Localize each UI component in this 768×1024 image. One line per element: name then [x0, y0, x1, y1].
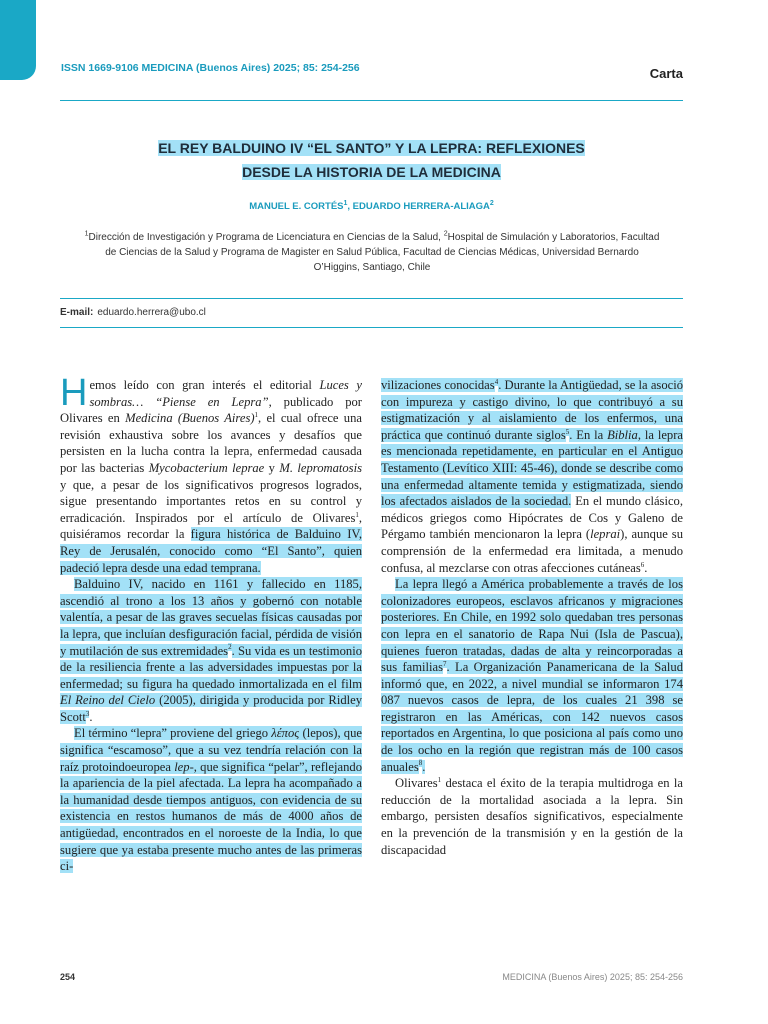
highlighted-text: La lepra llegó a América probablemente a través de los colonizadores europeos, esclavos africanos y migraciones posteriores. En Chile, en 1992 solo quedaban tres personas con lepra en el sanatorio de Rapa Nui (Isla de Pascua), quienes fueron tratadas, dadas de alta y reincorporadas a sus familias: [381, 577, 683, 675]
issn-line: ISSN 1669-9106 MEDICINA (Buenos Aires) 2025; 85: 254-256: [61, 62, 360, 74]
citation: 2: [228, 643, 232, 652]
paragraph-2: [60, 576, 362, 725]
article-title: [60, 136, 683, 184]
text: , el cual ofrece una revisión exhaustiva sobre los avances y desafíos que persisten en la lucha contra la lepra, enfermedad causada por las bacterias: [60, 411, 362, 475]
title-line-1: EL REY BALDUINO IV “EL SANTO” Y LA LEPRA: REFLEXIONES: [158, 140, 585, 156]
paragraph-1: [60, 372, 363, 576]
affil-1: Dirección de Investigación y Programa de Licenciatura en Ciencias de la Salud,: [88, 232, 444, 243]
page-number: 254: [60, 972, 76, 982]
text: Olivares: [395, 776, 438, 791]
affil-divider: [60, 298, 683, 299]
text: y que, a pesar de los significativos progresos logrados, sigue presentando importantes retos en su control y erradicación. Inspirados por el artículo de Olivares: [60, 477, 362, 525]
highlighted-text: , que significa “pelar”, reflejando la apariencia de la piel afectada. La lepra ha acompañado a la humanidad desde tiempos antiguos, con evidencia de su existencia en restos humanos de más de 4000 años de antigüedad, encontrados en el noroeste de la India, lo que sugiere que ya estaba presente mucho antes de las primeras ci-: [60, 759, 362, 874]
text-italic: Medicina (Buenos Aires): [125, 411, 255, 426]
paragraph-6: [381, 775, 683, 858]
highlighted-text: . Su vida es un testimonio de la resiliencia frente a las adversidades impuestas por la enfermedad; su figura ha quedado inmortalizada en el film: [60, 643, 362, 691]
text: ), aunque su comprensión de la enfermedad era limitada, a menudo confusa, al mezclarse con otras afecciones cutáneas: [381, 527, 683, 575]
text-italic: Mycobacterium leprae: [148, 460, 265, 475]
email-address[interactable]: eduardo.herrera@ubo.cl: [97, 307, 206, 318]
corner-tab: [0, 0, 36, 80]
citation: 6: [640, 560, 645, 569]
text-italic: Luces y sombras… “Piense en Lepra”: [89, 378, 362, 409]
author-2-sup: 2: [489, 199, 494, 207]
citation: 4: [494, 377, 499, 386]
text: .: [89, 709, 93, 724]
citation: 7: [443, 659, 447, 668]
highlighted-text: . En la: [569, 427, 608, 442]
text-italic: M. lepromatosis: [279, 460, 362, 475]
email-divider: [60, 327, 683, 328]
text: .: [644, 560, 648, 575]
citation: 1: [355, 510, 359, 519]
paragraph-3: [60, 725, 362, 874]
author-1-sup: 1: [343, 199, 348, 207]
section-label: Carta: [649, 66, 683, 81]
author-1: MANUEL E. CORTÉS: [249, 201, 344, 212]
highlighted-text: vilizaciones conocidas: [381, 378, 495, 392]
citation: 8: [418, 759, 423, 768]
authors: [60, 201, 683, 212]
highlighted-text: El término “lepra” proviene del griego: [74, 726, 272, 741]
right-column: [381, 377, 683, 858]
affiliations: [82, 230, 662, 275]
citation: 1: [254, 411, 259, 419]
left-column: [60, 372, 363, 875]
text-italic: Biblia: [607, 427, 638, 442]
highlighted-text: Balduino IV, nacido en 1161 y fallecido en 1185, ascendió al trono a los 13 años y gobernó con notable valentía, a pesar de las graves secuelas físicas causadas por la lepra, que incluían desfiguración facial, pérdida de visión y mutilación de sus extremidades: [60, 577, 362, 658]
citation: 5: [565, 427, 570, 436]
text: , publicado por Olivares en: [60, 394, 362, 426]
text: destaca el éxito de la terapia multidroga en la reducción de la mortalidad asociada a la lepra. Sin embargo, persisten desafíos significativos, especialmente en la prevención de la transmisión y en la gestión de la discapacidad: [381, 776, 683, 857]
top-divider: [60, 100, 683, 101]
footer-journal: MEDICINA (Buenos Aires) 2025; 85: 254-256: [502, 972, 683, 982]
highlighted-text: (lepos), que significa “escamoso”, que a su vez tendría relación con la raíz protoindoeuropea: [60, 726, 362, 774]
text: y: [264, 460, 280, 475]
text-italic: El Reino del Cielo: [60, 693, 156, 708]
text: En el mundo clásico, médicos griegos como Hipócrates de Cos y Galeno de Pérgamo también mencionaron la lepra (: [381, 494, 683, 542]
citation: 1: [437, 776, 442, 785]
drop-cap: H: [60, 372, 88, 414]
highlighted-text: . La Organización Panamericana de la Salud informó que, en 2022, a nivel mundial se informaron 174 087 nuevos casos de lepra, de los cuales 21 398 se registraron en las Américas, con 142 nuevos casos reportados en Argentina, lo que posiciona al país como uno de los ocho en la región que registran más de 100 casos anuales: [381, 660, 683, 774]
email-label: E-mail:: [60, 307, 94, 318]
highlighted-text: . Durante la Antigüedad, se la asoció con impureza y castigo divino, lo que contribuyó a su estigmatización y al aislamiento de los enfermos, una práctica que continuó durante siglos: [381, 378, 683, 442]
highlighted-text: , la lepra es mencionada repetidamente, en particular en el Antiguo Testamento (Levítico XIII: 45-46), donde se describe como una enfermedad altamente temida y estigmatizada, siendo los afectados aislados de la sociedad.: [381, 427, 683, 509]
highlighted-text: (2005), dirigida y producida por Ridley Scott: [60, 693, 362, 724]
affil-sup-1: 1: [84, 230, 89, 238]
highlighted-text: .: [422, 759, 426, 774]
paragraph-4: [381, 377, 683, 576]
text-italic: leprai: [590, 527, 621, 542]
citation: 3: [85, 709, 90, 718]
greek-word: λέπος: [271, 726, 300, 741]
paragraph-5: [381, 576, 683, 775]
highlighted-text: figura histórica de Balduino IV, Rey de Jerusalén, conocido como “El Santo”, quien padeció lepra desde una edad temprana.: [60, 527, 363, 575]
text: , quisiéramos recordar la: [60, 510, 362, 542]
text: emos leído con gran interés el editorial: [89, 378, 320, 392]
email-line: [60, 307, 206, 318]
affil-sup-2: 2: [443, 230, 448, 238]
text-italic: lep-: [174, 759, 194, 774]
author-2: , EDUARDO HERRERA-ALIAGA: [347, 201, 490, 212]
title-line-2: DESDE LA HISTORIA DE LA MEDICINA: [242, 164, 501, 180]
affil-2: Hospital de Simulación y Laboratorios, Facultad de Ciencias de la Salud y Programa de Magister en Salud Pública, Facultad de Ciencias Médicas, Universidad Bernardo O’Higgins, Santiago, Chile: [105, 232, 660, 273]
